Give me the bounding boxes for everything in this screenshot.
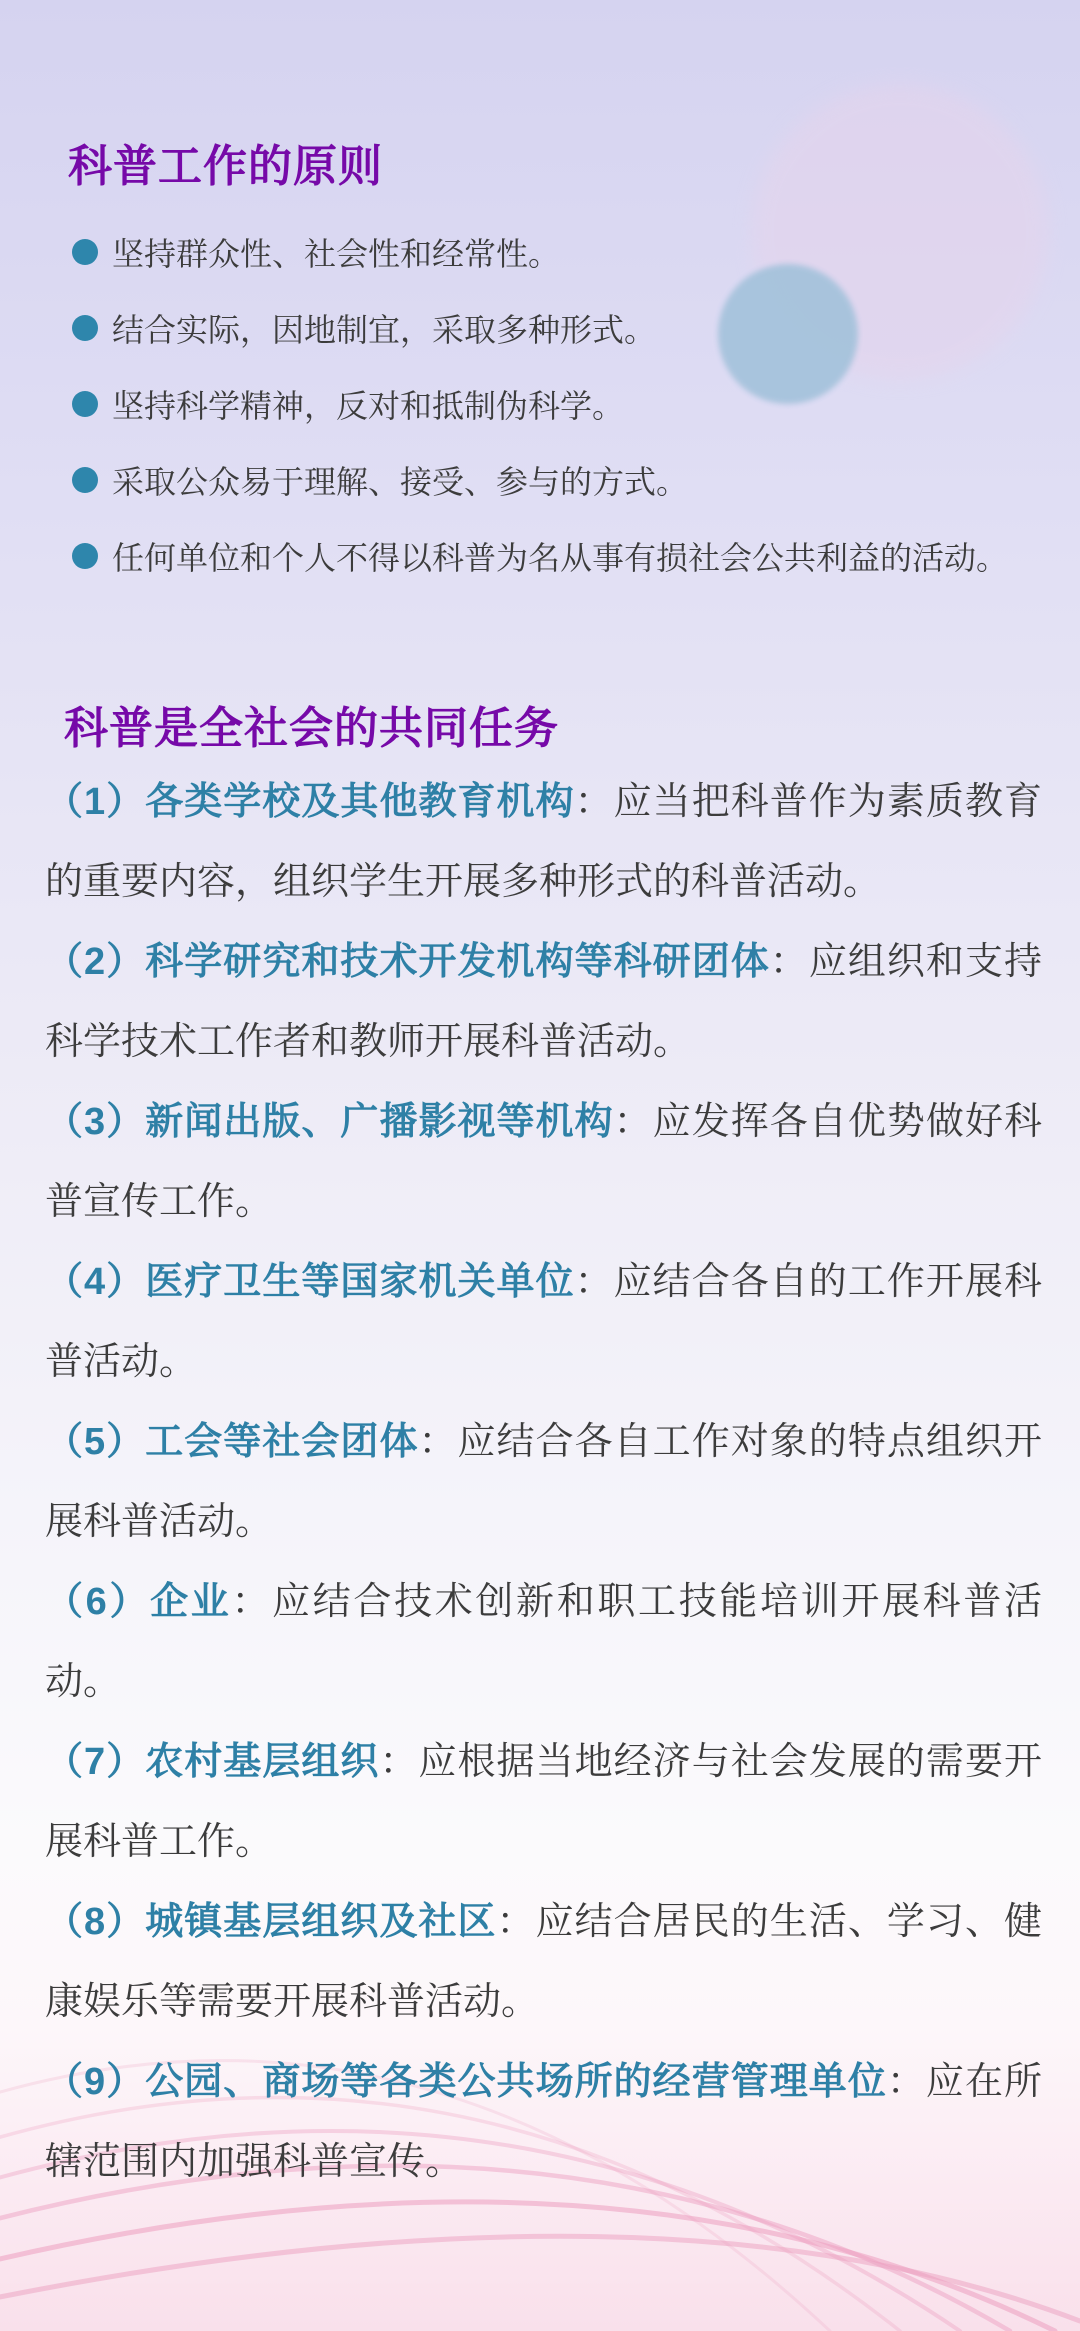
bullet-text: 结合实际，因地制宜，采取多种形式。 xyxy=(112,312,657,348)
task-item-text: ：应结合技术创新和职工技能培训开展科普活动。 xyxy=(45,1581,1042,1703)
task-item-text: ：应当把科普作为素质教育的重要内容，组织学生开展多种形式的科普活动。 xyxy=(45,781,1042,903)
task-item-heading: （5）工会等社会团体 xyxy=(45,1421,419,1463)
task-item-text: ：应在所辖范围内加强科普宣传。 xyxy=(45,2061,1042,2183)
list-item xyxy=(0,442,1080,518)
principles-list xyxy=(0,214,1080,594)
bullet-text: 坚持群众性、社会性和经常性。 xyxy=(112,236,561,272)
section-title-tasks: 科普是全社会的共同任务 xyxy=(64,704,559,753)
bullet-dot-icon xyxy=(72,543,98,569)
task-item-text: ：应发挥各自优势做好科普宣传工作。 xyxy=(45,1101,1042,1223)
list-item xyxy=(0,366,1080,442)
task-item-3 xyxy=(45,1082,1042,1242)
list-item xyxy=(0,214,1080,290)
task-item-5 xyxy=(45,1402,1042,1562)
task-item-heading: （3）新闻出版、广播影视等机构 xyxy=(45,1101,614,1143)
tasks-list xyxy=(45,762,1042,2202)
task-item-text: ：应根据当地经济与社会发展的需要开展科普工作。 xyxy=(45,1741,1042,1863)
task-item-text: ：应结合各自工作对象的特点组织开展科普活动。 xyxy=(45,1421,1042,1543)
task-item-4 xyxy=(45,1242,1042,1402)
task-item-heading: （8）城镇基层组织及社区 xyxy=(45,1901,497,1943)
task-item-heading: （7）农村基层组织 xyxy=(45,1741,380,1783)
bullet-dot-icon xyxy=(72,467,98,493)
bullet-dot-icon xyxy=(72,315,98,341)
task-item-heading: （9）公园、商场等各类公共场所的经营管理单位 xyxy=(45,2061,887,2103)
task-item-8 xyxy=(45,1882,1042,2042)
bullet-text: 坚持科学精神，反对和抵制伪科学。 xyxy=(112,388,625,424)
bullet-text: 任何单位和个人不得以科普为名从事有损社会公共利益的活动。 xyxy=(112,540,1009,576)
task-item-6 xyxy=(45,1562,1042,1722)
bullet-dot-icon xyxy=(72,391,98,417)
task-item-9 xyxy=(45,2042,1042,2202)
task-item-heading: （4）医疗卫生等国家机关单位 xyxy=(45,1261,575,1303)
task-item-1 xyxy=(45,762,1042,922)
task-item-heading: （2）科学研究和技术开发机构等科研团体 xyxy=(45,941,770,983)
task-item-text: ：应结合居民的生活、学习、健康娱乐等需要开展科普活动。 xyxy=(45,1901,1042,2023)
section-title-principles: 科普工作的原则 xyxy=(68,142,383,191)
task-item-text: ：应结合各自的工作开展科普活动。 xyxy=(45,1261,1042,1383)
task-item-text: ：应组织和支持科学技术工作者和教师开展科普活动。 xyxy=(45,941,1042,1063)
content-area xyxy=(0,142,1080,2202)
bullet-text: 采取公众易于理解、接受、参与的方式。 xyxy=(112,464,689,500)
task-item-heading: （1）各类学校及其他教育机构 xyxy=(45,781,575,823)
list-item xyxy=(0,518,1080,594)
list-item xyxy=(0,290,1080,366)
task-item-heading: （6）企业 xyxy=(45,1581,232,1623)
bullet-dot-icon xyxy=(72,239,98,265)
task-item-2 xyxy=(45,922,1042,1082)
task-item-7 xyxy=(45,1722,1042,1882)
